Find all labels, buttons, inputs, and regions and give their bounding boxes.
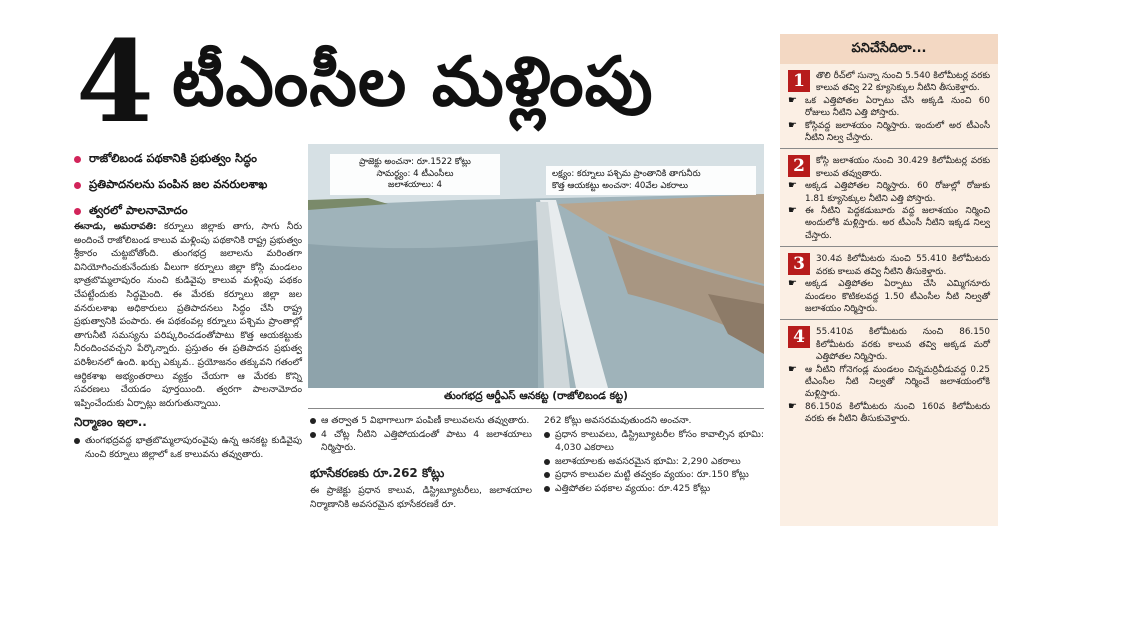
list-item	[310, 414, 532, 428]
step-point-text: కోస్గివద్ద జలాశయం నిర్మిస్తారు. ఇందులో అర టీఎంసీ నీటిని నిల్వ చేస్తారు.	[805, 120, 990, 144]
step-number-badge: 4	[788, 326, 810, 348]
step-point-text: ఈ నీటిని పెద్దకడుబూరు వద్ద జలాశయం నిర్మించి అందులోకి మళ్లిస్తారు. అర టీఎంసీ నీటిని ఇక్కడ నిల్వ చేస్తారు.	[805, 206, 990, 241]
step-point	[788, 95, 990, 120]
bullet-dot-icon	[544, 432, 550, 438]
list-item	[544, 482, 764, 496]
summary-bullet-text: త్వరలో పాలనామోదం	[89, 202, 188, 217]
list-item-text: 4 చోట్ల నీటిని ఎత్తిపోయడంతో పాటు 4 జలాశయాలు నిర్మిస్తారు.	[321, 428, 532, 454]
summary-bullet	[74, 172, 302, 198]
photo-label-target	[546, 166, 756, 195]
step-number-badge: 2	[788, 155, 810, 177]
process-sidebar	[780, 34, 998, 526]
pointing-hand-icon: ☛	[788, 205, 797, 217]
process-step	[780, 149, 998, 247]
step-point	[788, 205, 990, 242]
summary-bullet-text: ప్రతిపాదనలను పంపిన జల వనరులశాఖ	[89, 176, 268, 191]
sidebar-title: పనిచేసేదిలా...	[780, 34, 998, 64]
photo-label-line: సామర్థ్యం: 4 టీఎంసీలు	[376, 168, 454, 179]
construction-point	[74, 434, 302, 461]
land-text: ఈ ప్రాజెక్టు ప్రధాన కాలువ, డిస్ట్రిబ్యూటరీలు, జలాశయాల నిర్మాణానికి అవసరమైన భూసేకరణకే రూ.	[310, 485, 532, 510]
dateline: ఈనాడు, అమరావతి:	[74, 221, 157, 232]
pointing-hand-icon: ☛	[788, 278, 797, 290]
photo-label-line: జలాశయాలు: 4	[388, 180, 442, 190]
article-column-2	[310, 414, 532, 512]
pointing-hand-icon: ☛	[788, 119, 797, 131]
col3-lead: 262 కోట్లు అవసరమవుతుందని అంచనా.	[544, 415, 692, 426]
step-point-text: అక్కడ ఎత్తిపోతల ఏర్పాటు చేసి ఎమ్మిగనూరు మండలం కొటికలవద్ద 1.50 టీఎంసీల నీటి నిల్వతో జలాశయం నిర్మిస్తారు.	[805, 279, 990, 314]
pointing-hand-icon: ☛	[788, 180, 797, 192]
divider	[308, 408, 764, 409]
step-lead: కోస్గి జలాశయం నుంచి 30.429 కిలోమీటర్ల వరకు కాలువ తవ్వుతారు.	[816, 156, 990, 179]
step-point-text: అక్కడ ఎత్తిపోతల నిర్మిస్తారు. 60 రోజుల్లో రోజుకు 1.81 క్యూసెక్కుల నీటిని ఎత్తి పోస్తారు.	[805, 181, 990, 204]
construction-point-text: తుంగభద్రవద్ద భాత్రబొమ్మలాపురంవైపు ఉన్న ఆనకట్ట కుడివైపు నుంచి కర్నూలు జిల్లాలో ఒక కాలువను తవ్వుతారు.	[85, 434, 302, 460]
step-point	[788, 401, 990, 426]
headline	[76, 17, 756, 148]
bullet-dot-icon	[74, 156, 81, 163]
step-lead: తొలి రీచ్‌లో సున్నా నుంచి 5.540 కిలోమీటర్ల వరకు కాలువ తవ్వి 22 క్యూసెక్కుల నీటిని తీసుకెళ్తారు.	[816, 71, 990, 94]
pointing-hand-icon: ☛	[788, 94, 797, 106]
process-step	[780, 320, 998, 429]
bullet-dot-icon	[544, 486, 550, 492]
article-column-3	[544, 414, 764, 496]
headline-number: 4	[76, 17, 154, 148]
step-point-text: ఒక ఎత్తిపోతల ఏర్పాటు చేసి అక్కడి నుంచి 60 రోజులు నీటిని ఎత్తి పోస్తారు.	[805, 95, 990, 119]
step-point	[788, 120, 990, 145]
construction-heading: నిర్మాణం ఇలా..	[74, 415, 147, 430]
list-item	[544, 455, 764, 469]
process-step	[780, 64, 998, 149]
article-column-1	[74, 220, 302, 461]
step-point-text: ఆ నీటిని గోనెగండ్ల మండలం చిన్నమర్రివీడువద్ద 0.25 టీఎంసీల నీటి నిల్వతో నిర్మించే జలాశయంలోకి మళ్లిస్తారు.	[805, 364, 990, 400]
list-item-text: ప్రధాన కాలువలు, డిస్ట్రిబ్యూటరీల కోసం కావాల్సిన భూమి: 4,030 ఎకరాలు	[555, 428, 764, 454]
bullet-dot-icon	[310, 418, 316, 424]
bullet-dot-icon	[74, 208, 81, 215]
photo-label-line: లక్ష్యం: కర్నూలు పశ్చిమ ప్రాంతానికి తాగునీరు	[552, 169, 701, 179]
list-item	[544, 428, 764, 455]
step-lead: 55.410వ కిలోమీటరు నుంచి 86.150 కిలోమీటరు వరకు కాలువ తవ్వి అక్కడ మరో ఎత్తిపోతల నిర్మిస్తారు.	[816, 327, 990, 363]
bullet-dot-icon	[74, 438, 80, 444]
bullet-dot-icon	[310, 432, 316, 438]
dam-photo	[308, 144, 764, 388]
bullet-dot-icon	[544, 459, 550, 465]
photo-label-line: ప్రాజెక్టు అంచనా: రూ.1522 కోట్లు	[359, 157, 471, 167]
bullet-dot-icon	[544, 472, 550, 478]
list-item-text: ఆ తర్వాత 5 విభాగాలుగా పంపిణీ కాలువలను తవ్వుతారు.	[321, 415, 530, 426]
land-heading: భూసేకరణకు రూ.262 కోట్లు	[310, 465, 445, 480]
article-lead	[74, 220, 302, 410]
photo-caption: తుంగభద్ర ఆర్డీఎస్ ఆనకట్ట (రాజోలిబండ కట్ట)	[444, 390, 628, 402]
pointing-hand-icon: ☛	[788, 363, 797, 375]
summary-bullet-text: రాజోలిబండ పథకానికి ప్రభుత్వం సిద్ధం	[89, 150, 257, 165]
photo-label-line: కొత్త ఆయకట్టు అంచనా: 40వేల ఎకరాలు	[552, 180, 689, 191]
process-step	[780, 247, 998, 320]
list-item-text: జలాశయాలకు అవసరమైన భూమి: 2,290 ఎకరాలు	[555, 455, 741, 467]
bullet-dot-icon	[74, 182, 81, 189]
list-item	[310, 428, 532, 455]
step-point	[788, 278, 990, 315]
list-item-text: ప్రధాన కాలువల మట్టి తవ్వకం వ్యయం: రూ.150 కోట్లు	[555, 469, 749, 481]
summary-bullet	[74, 146, 302, 172]
photo-label-project	[330, 154, 500, 195]
list-item	[544, 468, 764, 482]
step-point	[788, 180, 990, 205]
lead-text: కర్నూలు జిల్లాకు తాగు, సాగు నీరు అందించే రాజోలిబండ కాలువ మళ్లింపు పథకానికి రాష్ట్ర ప్రభుత్వం శ్రీకారం చుట్టబోతోంది. తుంగభద్ర జలాలను మరింతగా వినియోగించుకునేందుకు వీలుగా కర్నూలు జిల్లా కోస్గి మండలం భాత్రబొమ్మలాపురం నుంచి కుడివైపు కాలువ మళ్లింపు పథకం చేపట్టేందుకు సిద్ధమైంది. ఈ మేరకు కర్నూలు జిల్లా జల వనరులశాఖ అధికారులు ప్రతిపాదనలు సిద్ధం చేసి రాష్ట్ర ప్రభుత్వానికి పంపారు. ఈ పథకంవల్ల కర్నూలు పశ్చిమ ప్రాంతాల్లో తాగునీటి సమస్యను పరిష్కరించడంతోపాటు కొత్త ఆయకట్టుకు నీరందించవచ్చని పేర్కొన్నారు. ప్రస్తుతం ఈ ప్రతిపాదన ప్రభుత్వ పరిశీలనలో ఉంది. ఖర్చు ఎక్కువ.. ప్రయోజనం తక్కువని గతంలో ఆర్థికశాఖ అభ్యంతరాలు వ్యక్తం చేయగా ఆ మేరకు కొన్ని సవరణలు చేయడం పూర్తయింది. త్వరగా పాలనామోదం ఇప్పించేందుకు ఏర్పాట్లు జరుగుతున్నాయి.	[74, 221, 302, 409]
step-number-badge: 1	[788, 70, 810, 92]
step-point-text: 86.150వ కిలోమీటరు నుంచి 160వ కిలోమీటరు వరకు ఈ నీటిని తీసుకువెళ్తారు.	[805, 401, 990, 425]
step-point	[788, 364, 990, 401]
headline-text: టీఎంసీల మళ్లింపు	[171, 43, 654, 122]
step-number-badge: 3	[788, 253, 810, 275]
summary-bullets	[74, 146, 302, 224]
pointing-hand-icon: ☛	[788, 400, 797, 412]
list-item-text: ఎత్తిపోతల పథకాల వ్యయం: రూ.425 కోట్లు	[555, 482, 711, 494]
step-lead: 30.4వ కిలోమీటరు నుంచి 55.410 కిలోమీటరు వరకు కాలువ తవ్వి నీటిని తీసుకెళ్తారు.	[816, 254, 990, 277]
